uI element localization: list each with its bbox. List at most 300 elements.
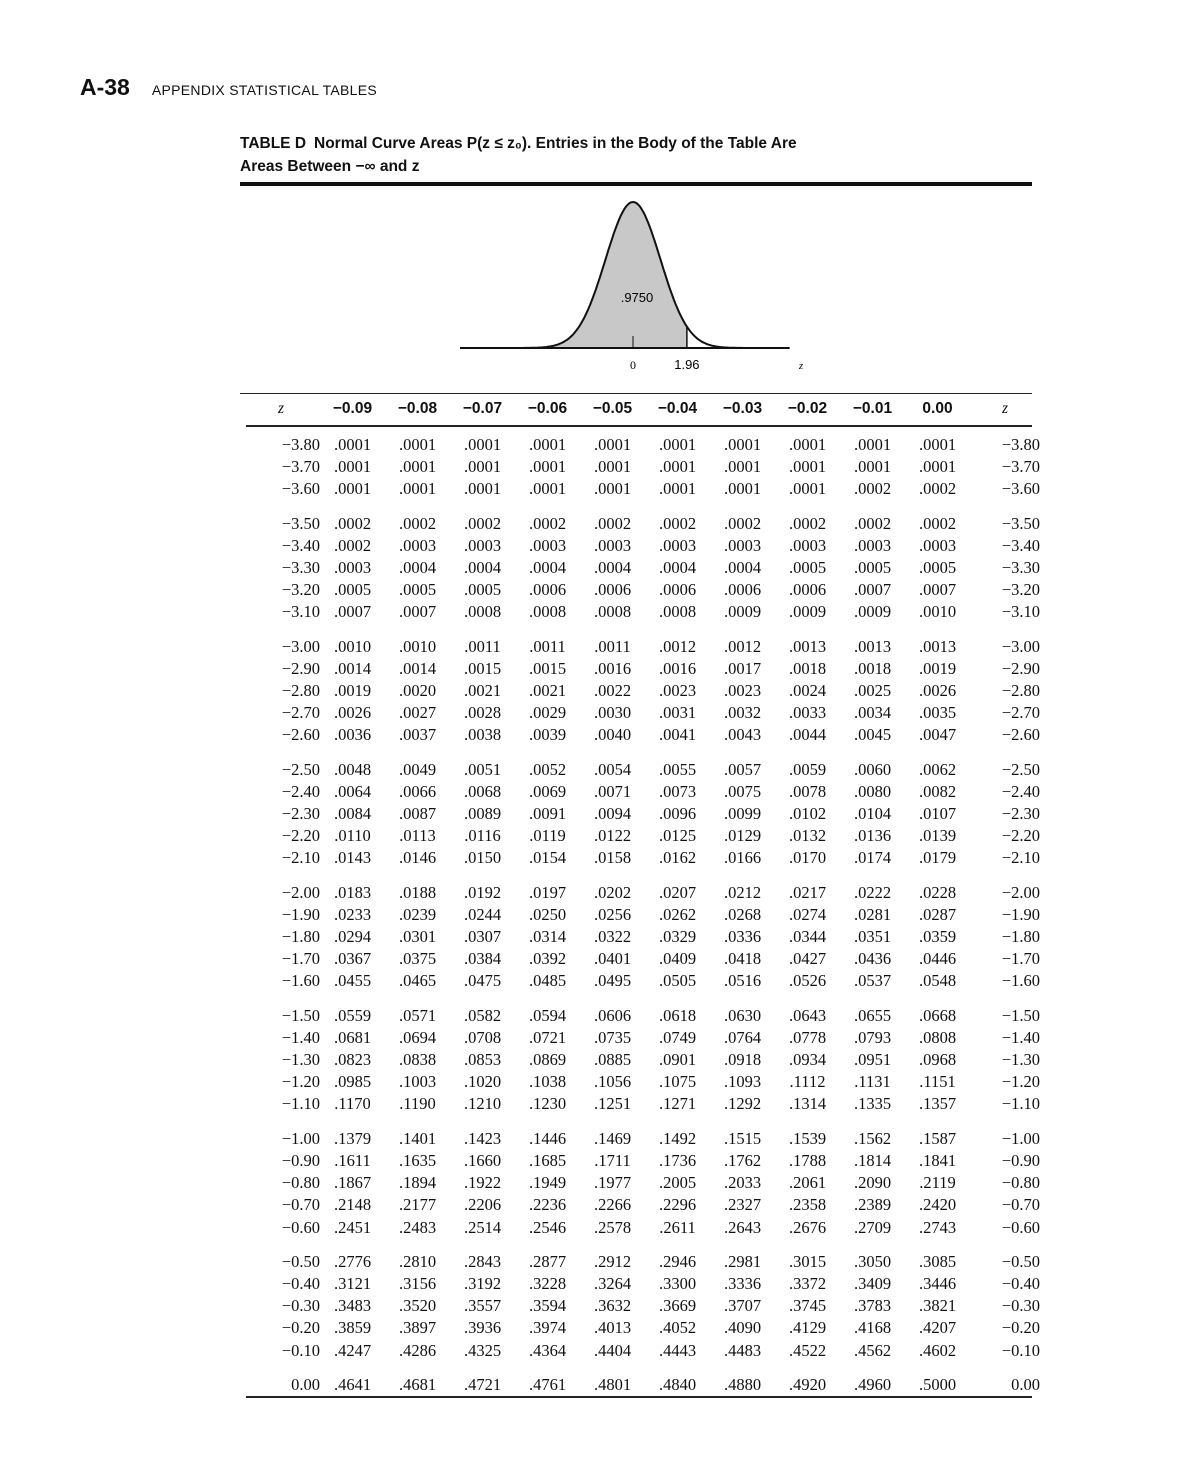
area-cell: .0030 (593, 703, 632, 723)
row-z-right: −0.30 (1001, 1296, 1040, 1316)
area-cell: .1736 (658, 1150, 697, 1170)
area-cell: .0005 (853, 558, 892, 578)
column-header: −0.01 (852, 399, 893, 417)
area-cell: .0154 (528, 848, 567, 868)
tick-label-zero: 0 (630, 358, 636, 372)
area-cell: .2236 (528, 1195, 567, 1215)
area-cell: .4364 (528, 1340, 567, 1360)
area-cell: .1020 (463, 1072, 502, 1092)
table-row (242, 1027, 1040, 1049)
area-cell: .0027 (398, 703, 437, 723)
area-cell: .0239 (398, 904, 437, 924)
area-cell: .3264 (593, 1273, 632, 1293)
row-z-right: −1.30 (1001, 1050, 1040, 1070)
area-cell: .0001 (398, 457, 437, 477)
area-cell: .0146 (398, 848, 437, 868)
area-cell: .0002 (398, 513, 437, 533)
row-z-left: −1.60 (281, 971, 320, 991)
area-cell: .0110 (334, 826, 371, 846)
area-cell: .0001 (398, 435, 437, 454)
area-cell: .2611 (659, 1217, 696, 1237)
row-z-left: −2.20 (281, 826, 320, 846)
area-cell: .1814 (853, 1150, 892, 1170)
row-z-right: −2.50 (1001, 759, 1040, 779)
area-cell: .4641 (333, 1374, 372, 1394)
area-cell: .1210 (463, 1094, 502, 1114)
header-row (242, 396, 1040, 422)
area-cell: .0005 (918, 558, 957, 578)
area-cell: .0082 (918, 781, 957, 801)
area-cell: .1423 (463, 1128, 502, 1148)
area-cell: .0107 (918, 804, 957, 824)
area-cell: .0808 (918, 1027, 957, 1047)
shaded-area (463, 202, 687, 348)
area-cell: .0002 (918, 479, 957, 499)
area-cell: .0001 (463, 435, 502, 454)
page-header (80, 74, 377, 101)
area-cell: .0129 (723, 826, 762, 846)
area-cell: .2005 (658, 1173, 697, 1193)
area-cell: .0026 (918, 681, 957, 701)
area-cell: .2912 (593, 1251, 632, 1271)
area-cell: .0005 (788, 558, 827, 578)
area-cell: .0004 (723, 558, 762, 578)
area-cell: .0006 (528, 580, 567, 600)
area-cell: .1660 (463, 1150, 502, 1170)
area-cell: .0250 (528, 904, 567, 924)
row-z-left: −1.40 (281, 1027, 320, 1047)
area-cell: .3936 (463, 1318, 502, 1338)
area-cell: .0170 (788, 848, 827, 868)
area-cell: .0336 (723, 927, 762, 947)
area-cell: .1949 (528, 1173, 567, 1193)
table-row (242, 904, 1040, 926)
area-cell: .0001 (463, 479, 502, 499)
area-cell: .0002 (788, 513, 827, 533)
area-cell: .0207 (658, 882, 697, 902)
area-cell: .3192 (463, 1273, 502, 1293)
area-cell: .0202 (593, 882, 632, 902)
area-cell: .3372 (788, 1273, 827, 1293)
area-cell: .0222 (853, 882, 892, 902)
spacer-cell (242, 501, 1040, 513)
table-row (242, 658, 1040, 680)
area-cell: .2981 (723, 1251, 762, 1271)
table-row (242, 926, 1040, 948)
table-top-rule (240, 393, 1032, 394)
area-cell: .3859 (333, 1318, 372, 1338)
row-z-left: −2.90 (281, 658, 320, 678)
area-cell: .0008 (528, 602, 567, 622)
area-cell: .0014 (398, 658, 437, 678)
area-cell: .1251 (593, 1094, 632, 1114)
area-cell: .4602 (918, 1340, 957, 1360)
area-cell: .0409 (658, 949, 697, 969)
table-row (242, 825, 1040, 847)
row-z-right: −3.60 (1001, 479, 1040, 499)
area-cell: .0002 (918, 513, 957, 533)
area-cell: .0019 (918, 658, 957, 678)
area-cell: .1685 (528, 1150, 567, 1170)
row-z-left: −1.50 (281, 1005, 320, 1025)
area-cell: .2177 (398, 1195, 437, 1215)
area-cell: .0062 (918, 759, 957, 779)
area-cell: .0262 (658, 904, 697, 924)
row-z-left: −3.70 (281, 457, 320, 477)
group-spacer (242, 624, 1040, 636)
area-cell: .3632 (593, 1296, 632, 1316)
row-z-left: −2.50 (281, 759, 320, 779)
area-cell: .0869 (528, 1050, 567, 1070)
area-cell: .0694 (398, 1027, 437, 1047)
area-cell: .0401 (593, 949, 632, 969)
row-z-left: −2.80 (281, 681, 320, 701)
area-cell: .0367 (333, 949, 372, 969)
area-cell: .4761 (528, 1374, 567, 1394)
area-cell: .0039 (528, 725, 567, 745)
area-cell: .0026 (333, 703, 372, 723)
area-cell: .0089 (463, 804, 502, 824)
row-z-right: −2.00 (1001, 882, 1040, 902)
area-cell: .0004 (593, 558, 632, 578)
area-cell: .0099 (723, 804, 762, 824)
area-cell: .0329 (658, 927, 697, 947)
table-row (242, 1340, 1040, 1362)
row-z-left: −0.20 (281, 1318, 320, 1338)
area-cell: .2578 (593, 1217, 632, 1237)
area-cell: .0003 (333, 558, 372, 578)
row-z-right: −3.10 (1001, 602, 1040, 622)
table-row (242, 1251, 1040, 1273)
area-cell: .0007 (398, 602, 437, 622)
area-cell: .0681 (333, 1027, 372, 1047)
area-cell: .0166 (723, 848, 762, 868)
row-z-right: −3.20 (1001, 580, 1040, 600)
area-cell: .0021 (463, 681, 502, 701)
area-cell: .3783 (853, 1296, 892, 1316)
table-row (242, 948, 1040, 970)
table-caption (240, 132, 1030, 178)
area-cell: .1515 (723, 1128, 762, 1148)
row-z-left: −0.10 (281, 1340, 320, 1360)
area-cell: .0455 (333, 971, 372, 991)
column-header: −0.03 (722, 399, 763, 417)
area-cell: .3336 (723, 1273, 762, 1293)
row-z-right: −2.90 (1001, 658, 1040, 678)
area-cell: .0029 (528, 703, 567, 723)
area-cell: .0526 (788, 971, 827, 991)
area-cell: .0003 (658, 535, 697, 555)
area-cell: .0064 (333, 781, 372, 801)
area-cell: .2546 (528, 1217, 567, 1237)
area-cell: .0351 (853, 927, 892, 947)
column-header: 0.00 (922, 399, 953, 417)
spacer-cell (242, 747, 1040, 759)
area-cell: .1357 (918, 1094, 957, 1114)
area-cell: .0197 (528, 882, 567, 902)
area-cell: .0031 (658, 703, 697, 723)
area-cell: .0033 (788, 703, 827, 723)
area-cell: .0011 (594, 636, 631, 656)
area-cell: .0008 (593, 602, 632, 622)
area-cell: .0119 (529, 826, 566, 846)
row-z-right: −0.40 (1001, 1273, 1040, 1293)
area-cell: .0014 (333, 658, 372, 678)
area-cell: .0001 (788, 479, 827, 499)
area-cell: .3669 (658, 1296, 697, 1316)
row-z-right: −3.30 (1001, 558, 1040, 578)
area-cell: .0002 (658, 513, 697, 533)
caption-line-2: Areas Between −∞ and z (240, 158, 420, 175)
table-row (242, 478, 1040, 500)
row-z-right: −2.10 (1001, 848, 1040, 868)
normal-curve-figure (455, 192, 815, 377)
area-cell: .2148 (333, 1195, 372, 1215)
area-cell: .0024 (788, 681, 827, 701)
area-cell: .3707 (723, 1296, 762, 1316)
area-cell: .0006 (723, 580, 762, 600)
row-z-right: −1.50 (1001, 1005, 1040, 1025)
row-z-right: −3.00 (1001, 636, 1040, 656)
area-cell: .3974 (528, 1318, 567, 1338)
row-z-left: −2.00 (281, 882, 320, 902)
row-z-left: −3.10 (281, 602, 320, 622)
area-cell: .2514 (463, 1217, 502, 1237)
area-cell: .0233 (333, 904, 372, 924)
area-cell: .3594 (528, 1296, 567, 1316)
area-cell: .1469 (593, 1128, 632, 1148)
area-cell: .1401 (398, 1128, 437, 1148)
area-cell: .0001 (333, 479, 372, 499)
area-cell: .2389 (853, 1195, 892, 1215)
area-cell: .0465 (398, 971, 437, 991)
area-cell: .1635 (398, 1150, 437, 1170)
area-cell: .1271 (658, 1094, 697, 1114)
table-row (242, 970, 1040, 992)
area-cell: .0735 (593, 1027, 632, 1047)
area-cell: .0778 (788, 1027, 827, 1047)
area-cell: .0001 (853, 457, 892, 477)
page-number: A-38 (80, 74, 130, 100)
row-z-left: −3.00 (281, 636, 320, 656)
area-cell: .0268 (723, 904, 762, 924)
area-cell: .0015 (528, 658, 567, 678)
area-cell: .0018 (788, 658, 827, 678)
area-cell: .0002 (463, 513, 502, 533)
area-cell: .0174 (853, 848, 892, 868)
area-cell: .4168 (853, 1318, 892, 1338)
area-cell: .0505 (658, 971, 697, 991)
area-cell: .0016 (658, 658, 697, 678)
area-cell: .0344 (788, 927, 827, 947)
area-cell: .0038 (463, 725, 502, 745)
row-z-left: −3.20 (281, 580, 320, 600)
area-cell: .1492 (658, 1128, 697, 1148)
area-cell: .0985 (333, 1072, 372, 1092)
table-row (242, 579, 1040, 601)
row-z-right: 0.00 (1011, 1374, 1040, 1394)
area-cell: .0055 (658, 759, 697, 779)
area-cell: .1292 (723, 1094, 762, 1114)
area-cell: .1190 (399, 1094, 436, 1114)
area-cell: .0183 (333, 882, 372, 902)
area-cell: .0001 (528, 457, 567, 477)
area-cell: .0007 (853, 580, 892, 600)
table-row (242, 759, 1040, 781)
area-cell: .0228 (918, 882, 957, 902)
spacer-cell (242, 1239, 1040, 1251)
area-cell: .0008 (463, 602, 502, 622)
axis-label-z: z (798, 360, 804, 372)
area-cell: .0643 (788, 1005, 827, 1025)
area-cell: .2810 (398, 1251, 437, 1271)
area-cell: .0307 (463, 927, 502, 947)
area-cell: .0018 (853, 658, 892, 678)
area-cell: .4090 (723, 1318, 762, 1338)
area-cell: .0002 (853, 513, 892, 533)
area-cell: .0951 (853, 1050, 892, 1070)
area-cell: .2327 (723, 1195, 762, 1215)
area-cell: .2119 (919, 1173, 956, 1193)
area-cell: .0001 (463, 457, 502, 477)
area-cell: .3557 (463, 1296, 502, 1316)
area-cell: .1003 (398, 1072, 437, 1092)
area-cell: .0618 (658, 1005, 697, 1025)
column-header: −0.04 (657, 399, 698, 417)
area-cell: .0048 (333, 759, 372, 779)
z-header-left: z (277, 399, 285, 417)
area-cell: .0037 (398, 725, 437, 745)
area-cell: .0495 (593, 971, 632, 991)
table-row (242, 1217, 1040, 1239)
spacer-cell (242, 1116, 1040, 1128)
area-cell: .0188 (398, 882, 437, 902)
caption-line-1: Normal Curve Areas P(z ≤ z₀). Entries in the Body of the Table Are (314, 135, 797, 152)
spacer-cell (242, 624, 1040, 636)
group-spacer (242, 422, 1040, 434)
area-cell: .1788 (788, 1150, 827, 1170)
area-cell: .0001 (593, 479, 632, 499)
area-cell: .4013 (593, 1318, 632, 1338)
area-cell: .2090 (853, 1173, 892, 1193)
area-cell: .4443 (658, 1340, 697, 1360)
area-cell: .4562 (853, 1340, 892, 1360)
table-row (242, 513, 1040, 535)
row-z-left: −3.30 (281, 558, 320, 578)
area-cell: .2676 (788, 1217, 827, 1237)
area-cell: .0010 (398, 636, 437, 656)
row-z-right: −1.60 (1001, 971, 1040, 991)
area-cell: .0485 (528, 971, 567, 991)
column-header: −0.07 (462, 399, 503, 417)
area-cell: .0073 (658, 781, 697, 801)
area-cell: .0013 (853, 636, 892, 656)
area-cell: .1131 (854, 1072, 891, 1092)
area-cell: .3821 (918, 1296, 957, 1316)
area-cell: .5000 (918, 1374, 957, 1394)
area-cell: .4247 (333, 1340, 372, 1360)
area-cell: .0749 (658, 1027, 697, 1047)
area-cell: .3015 (788, 1251, 827, 1271)
area-cell: .0003 (723, 535, 762, 555)
area-cell: .0853 (463, 1050, 502, 1070)
column-header: −0.08 (397, 399, 438, 417)
area-cell: .0005 (398, 580, 437, 600)
area-cell: .0012 (723, 636, 762, 656)
area-cell: .0011 (464, 636, 501, 656)
row-z-right: −0.90 (1001, 1150, 1040, 1170)
row-z-right: −2.70 (1001, 703, 1040, 723)
area-cell: .0001 (593, 457, 632, 477)
area-cell: .0023 (723, 681, 762, 701)
area-cell: .0001 (788, 457, 827, 477)
area-cell: .0040 (593, 725, 632, 745)
area-cell: .0013 (918, 636, 957, 656)
area-cell: .0793 (853, 1027, 892, 1047)
area-cell: .2743 (918, 1217, 957, 1237)
area-cell: .4681 (398, 1374, 437, 1394)
area-cell: .0057 (723, 759, 762, 779)
area-cell: .0021 (528, 681, 567, 701)
area-cell: .0019 (333, 681, 372, 701)
area-cell: .3520 (398, 1296, 437, 1316)
row-z-left: −0.50 (281, 1251, 320, 1271)
area-cell: .0139 (918, 826, 957, 846)
area-cell: .1894 (398, 1173, 437, 1193)
area-cell: .0548 (918, 971, 957, 991)
row-z-left: −1.80 (281, 927, 320, 947)
area-cell: .0009 (788, 602, 827, 622)
area-cell: .0001 (398, 479, 437, 499)
group-spacer (242, 501, 1040, 513)
area-cell: .2843 (463, 1251, 502, 1271)
area-cell: .2451 (333, 1217, 372, 1237)
area-cell: .0007 (333, 602, 372, 622)
area-cell: .3121 (333, 1273, 372, 1293)
area-cell: .0006 (593, 580, 632, 600)
row-z-left: −2.30 (281, 804, 320, 824)
row-z-left: −0.80 (281, 1173, 320, 1193)
area-cell: .0823 (333, 1050, 372, 1070)
row-z-right: −0.50 (1001, 1251, 1040, 1271)
table-row (242, 882, 1040, 904)
area-cell: .0002 (853, 479, 892, 499)
area-cell: .0301 (398, 927, 437, 947)
area-cell: .4483 (723, 1340, 762, 1360)
group-spacer (242, 1239, 1040, 1251)
area-cell: .0359 (918, 927, 957, 947)
area-cell: .0158 (593, 848, 632, 868)
row-z-left: −0.40 (281, 1273, 320, 1293)
area-cell: .4052 (658, 1318, 697, 1338)
area-cell: .1611 (334, 1150, 371, 1170)
row-z-left: −3.40 (281, 535, 320, 555)
area-cell: .0418 (723, 949, 762, 969)
row-z-left: 0.00 (291, 1374, 320, 1394)
area-cell: .0287 (918, 904, 957, 924)
area-cell: .0096 (658, 804, 697, 824)
table-row (242, 724, 1040, 746)
area-cell: .2296 (658, 1195, 697, 1215)
area-cell: .0009 (723, 602, 762, 622)
area-cell: .0032 (723, 703, 762, 723)
table-row (242, 1172, 1040, 1194)
row-z-right: −3.70 (1001, 457, 1040, 477)
table-row (242, 847, 1040, 869)
table-row (242, 1049, 1040, 1071)
area-cell: .0001 (528, 435, 567, 454)
area-cell: .2877 (528, 1251, 567, 1271)
